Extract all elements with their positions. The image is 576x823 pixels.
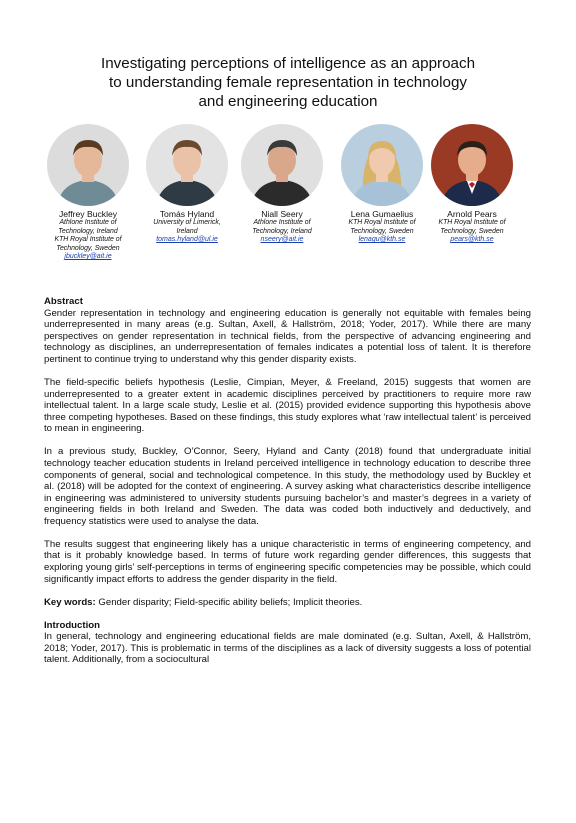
portrait-image: [47, 124, 129, 206]
author-photo: [241, 124, 323, 206]
introduction-heading: Introduction: [44, 619, 100, 631]
author-name: Tomás Hyland: [159, 209, 215, 219]
author-card: [234, 124, 330, 245]
author-photo: [146, 124, 228, 206]
author-name: Lena Gumaelius: [350, 209, 414, 219]
author-affiliation: Athlone Institute of: [59, 219, 117, 226]
portrait-image: [146, 124, 228, 206]
author-name: Jeffrey Buckley: [58, 209, 118, 219]
author-photo: [431, 124, 513, 206]
author-email-link[interactable]: tomas.hyland@ul.ie: [156, 236, 218, 244]
author-affiliation: Technology, Sweden: [350, 227, 414, 235]
author-affiliation: KTH Royal Institute of: [54, 236, 122, 244]
author-affiliation: Ireland: [176, 227, 198, 235]
author-email-link[interactable]: pears@kth.se: [450, 236, 494, 244]
title-line-1: Investigating perceptions of intelligence as an approach: [100, 55, 476, 72]
paper-body: [44, 296, 531, 677]
author-card: [424, 124, 520, 245]
portrait-image: [341, 124, 423, 206]
author-list: [40, 124, 540, 274]
author-affiliation: KTH Royal Institute of: [348, 219, 416, 226]
keywords-label: Key words:: [44, 596, 96, 608]
keywords-text: Gender disparity; Field-specific ability beliefs; Implicit theories.: [98, 596, 363, 608]
author-affiliation: KTH Royal Institute of: [438, 219, 506, 226]
author-name: Arnold Pears: [447, 209, 497, 219]
paper-title: [40, 54, 536, 111]
author-photo: [341, 124, 423, 206]
abstract-paragraph: In a previous study, Buckley, O’Connor, Seery, Hyland and Canty (2018) found that undergraduate initial technology teacher education students in Ireland perceived intelligence in technology education to describe three components of general, social and technological competence. In this study, the methodology used by Buckley et al. (2018) will be adopted for the context of engineering. A survey asking what characteristics describe intelligence in engineering was administered to university students pursuing bachelor’s and master’s degrees in a variety of engineering fields in both Ireland and Sweden. The data was coded both inductively and deductively, and frequency statistics were used to analyse the data.: [44, 446, 531, 527]
portrait-image: [431, 124, 513, 206]
title-line-3: and engineering education: [198, 93, 378, 110]
author-card: [334, 124, 430, 245]
author-affiliation: Technology, Sweden: [56, 244, 120, 252]
introduction-paragraph: In general, technology and engineering educational fields are male dominated (e.g. Sultan, Axell, & Hallström, 2018; Yoder, 2017). This is problematic in terms of the disciplines as a lack of diversity suggests a loss of potential talent. Additionally, from a sociocultural: [44, 631, 531, 666]
author-affiliation: University of Limerick,: [153, 219, 221, 226]
author-card: [40, 124, 136, 262]
abstract-paragraph: The results suggest that engineering likely has a unique characteristic in terms of engineering competency, and that is it probably knowledge based. In terms of future work regarding gender differences, this suggests that exploring young girls’ self-perceptions in terms of engineering specific competencies may be possible, which could significantly impact efforts to address the gender disparity in the field.: [44, 538, 531, 585]
author-affiliation: Technology, Sweden: [440, 227, 504, 235]
abstract-heading: Abstract: [44, 296, 83, 307]
author-affiliation: Technology, Ireland: [252, 227, 312, 235]
author-email-link[interactable]: jbuckley@ait.ie: [64, 253, 112, 261]
author-card: [139, 124, 235, 245]
author-affiliation: Technology, Ireland: [58, 227, 118, 235]
author-photo: [47, 124, 129, 206]
abstract-paragraph: The field-specific beliefs hypothesis (Leslie, Cimpian, Meyer, & Freeland, 2015) suggests that women are underrepresented to a greater extent in academic disciplines perceived by practitioners to require more raw intellectual talent. In a large scale study, Leslie et al. (2015) provided evidence supporting this hypothesis above three competing hypotheses. Based on these findings, this study explores what ‘raw intellectual talent’ is perceived to mean in engineering.: [44, 376, 531, 435]
abstract-paragraph: Gender representation in technology and engineering education is generally not equitable with females being underrepresented in many areas (e.g. Sultan, Axell, & Hallström, 2018; Yoder, 2017). While there are many perspectives on gender representation in technical fields, from the perspective of advancing engineering and technology as disciplines, an underrepresentation of females indicates a potential loss of talent. It is therefore pertinent to continue trying to understand why this gender disparity exists.: [44, 307, 531, 365]
title-line-2: to understanding female representation in technology: [109, 74, 467, 91]
author-email-link[interactable]: lenagu@kth.se: [358, 236, 406, 244]
keywords-line: [44, 597, 531, 609]
author-name: Niall Seery: [261, 209, 303, 219]
author-email-link[interactable]: nseery@ait.ie: [260, 236, 304, 244]
author-affiliation: Athlone Institute of: [253, 219, 311, 226]
portrait-image: [241, 124, 323, 206]
